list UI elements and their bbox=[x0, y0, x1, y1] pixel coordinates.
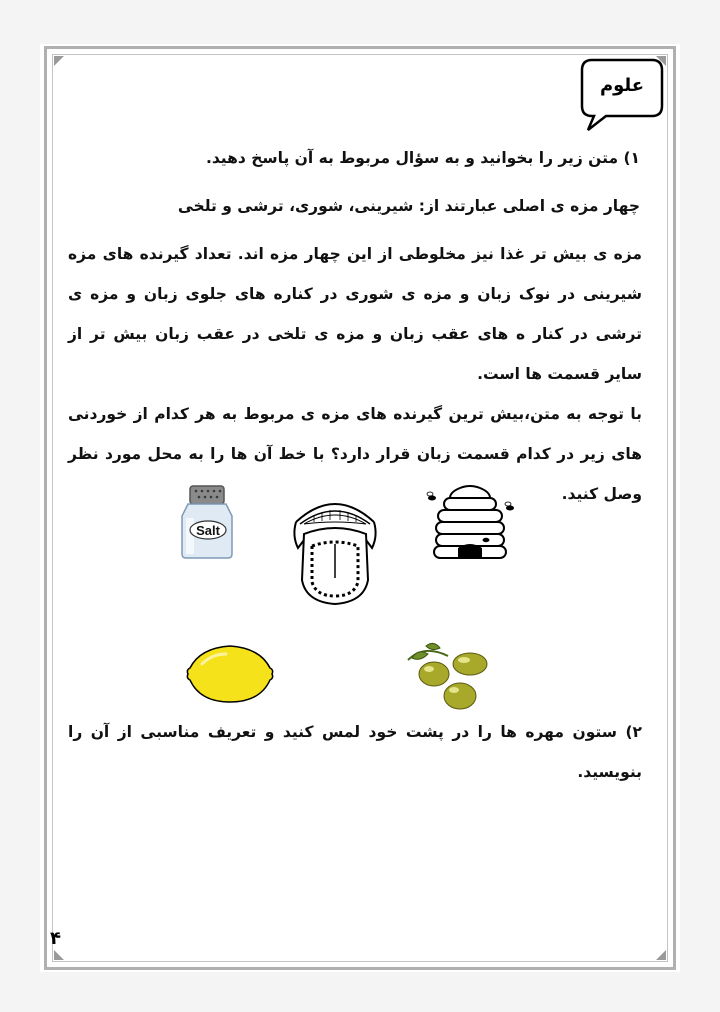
corner-ornament bbox=[54, 950, 64, 960]
question-1-paragraph: مزه ی بیش تر غذا نیز مخلوطی از این چهار مزه اند. تعداد گیرنده های مزه شیرینی در نوک زبان و مزه ی شوری در کناره های جلوی زبان و مزه ی ترشی در کنار ه های عقب زبان و مزه ی تلخی در عقب زبان بیش تر از سایر قسمت ها است. bbox=[68, 245, 642, 383]
question-1-intro: چهار مزه ی اصلی عبارتند از: شیرینی، شوری، ترشی و تلخی bbox=[177, 197, 640, 215]
corner-ornament bbox=[656, 950, 666, 960]
subject-title: علوم bbox=[599, 75, 645, 96]
salt-label: Salt bbox=[196, 523, 220, 538]
beehive-image bbox=[420, 482, 520, 562]
salt-shaker-image bbox=[178, 484, 242, 560]
question-1-title: ۱) متن زیر را بخوانید و به سؤال مربوط به آن پاسخ دهید. bbox=[205, 149, 640, 167]
page-number: ۴ bbox=[50, 928, 61, 949]
lemon-image bbox=[182, 642, 278, 706]
question-2-text: ۲) ستون مهره ها را در پشت خود لمس کنید و تعریف مناسبی از آن را بنویسید. bbox=[68, 723, 642, 781]
corner-ornament bbox=[54, 56, 64, 66]
olives-image bbox=[404, 640, 500, 714]
tongue-diagram-image bbox=[290, 494, 380, 606]
question-1-question: با توجه به متن،بیش ترین گیرنده های مزه ی مربوط به هر کدام از خوردنی های زیر در کدام قسمت زبان قرار دارد؟ با خط آن ها را به محل مورد نظر وصل کنید. bbox=[68, 405, 642, 503]
